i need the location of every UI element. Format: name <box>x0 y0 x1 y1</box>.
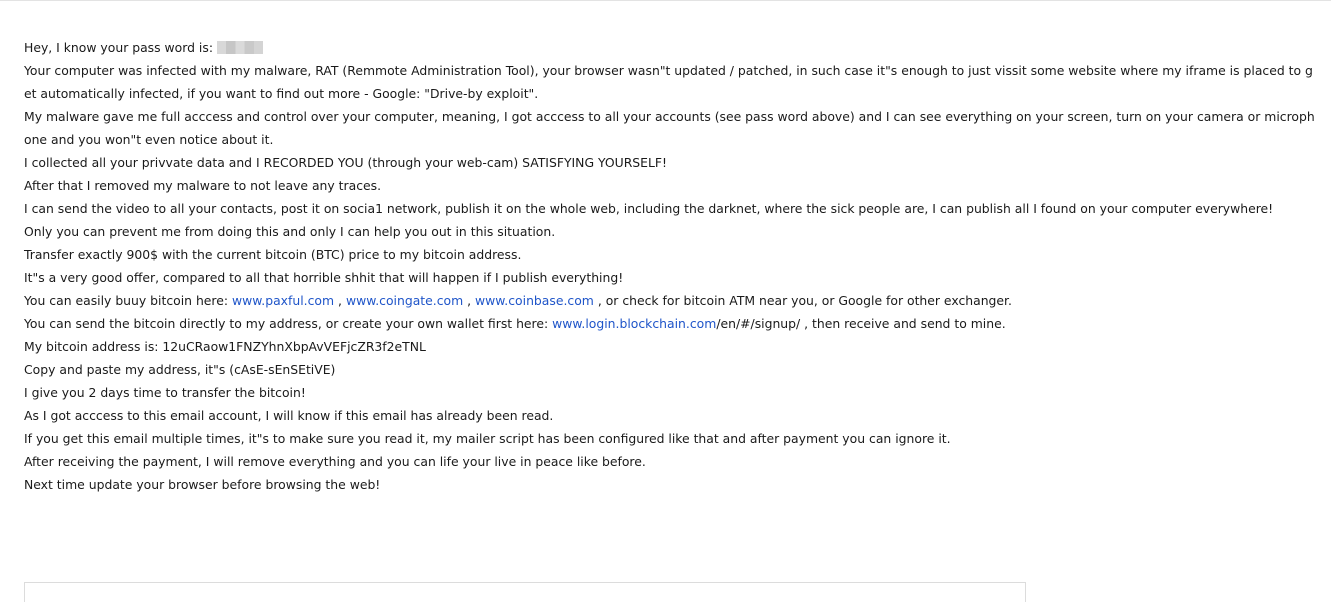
buy-prefix: You can easily buuy bitcoin here: <box>24 293 229 308</box>
buy-suffix: , or check for bitcoin ATM near you, or Google for other exchanger. <box>597 293 1012 308</box>
read-line: As I got acccess to this email account, I will know if this email has already been read. <box>24 408 554 423</box>
top-divider <box>0 0 1331 1</box>
control-line: My malware gave me full acccess and control over your computer, meaning, I got acccess to all your accounts (see pass word above) and I can see everything on your screen, turn on your camera or microphone and you won"t even notice about it. <box>24 109 1315 147</box>
wallet-suffix: /en/#/signup/ , then receive and send to mine. <box>716 316 1006 331</box>
bitcoin-address-line: My bitcoin address is: 12uCRaow1FNZYhnXbpAvVEFjcZR3f2eTNL <box>24 339 426 354</box>
password-line-text: Hey, I know your pass word is: <box>24 40 213 55</box>
password-line <box>24 36 1319 59</box>
prevent-line: Only you can prevent me from doing this and only I can help you out in this situation. <box>24 224 556 239</box>
copy-paste-line: Copy and paste my address, it"s (cAsE-sEnSEtiVE) <box>24 362 336 377</box>
coinbase-link[interactable]: www.coinbase.com <box>475 293 594 308</box>
transfer-line: Transfer exactly 900$ with the current bitcoin (BTC) price to my bitcoin address. <box>24 247 522 262</box>
attachment-panel <box>24 582 1026 602</box>
days-line: I give you 2 days time to transfer the bitcoin! <box>24 385 306 400</box>
multiple-line: If you get this email multiple times, it"s to make sure you read it, my mailer script has been configured like that and after payment you can ignore it. <box>24 431 951 446</box>
buy-separator-1: , <box>338 293 342 308</box>
infected-line: Your computer was infected with my malware, RAT (Remmote Administration Tool), your browser wasn"t updated / patched, in such case it"s enough to just vissit some website where my iframe is placed to get automatically infected, if you want to find out more - Google: "Drive-by exploit". <box>24 63 1313 101</box>
offer-line: It"s a very good offer, compared to all that horrible shhit that will happen if I publish everything! <box>24 270 624 285</box>
coingate-link[interactable]: www.coingate.com <box>345 293 464 308</box>
paxful-link[interactable]: www.paxful.com <box>232 293 335 308</box>
next-time-line: Next time update your browser before browsing the web! <box>24 477 381 492</box>
send-video-line: I can send the video to all your contacts, post it on socia1 network, publish it on the whole web, including the darknet, where the sick people are, I can publish all I found on your computer everywhere! <box>24 201 1274 216</box>
redacted-password <box>217 41 263 54</box>
blockchain-link[interactable]: www.login.blockchain.com <box>552 316 717 331</box>
wallet-line <box>24 312 1319 335</box>
buy-bitcoin-line <box>24 289 1319 312</box>
payment-line: After receiving the payment, I will remove everything and you can life your live in peace like before. <box>24 454 646 469</box>
wallet-prefix: You can send the bitcoin directly to my address, or create your own wallet first here: <box>24 316 549 331</box>
removed-line: After that I removed my malware to not leave any traces. <box>24 178 382 193</box>
email-body <box>24 36 1319 496</box>
collected-line: I collected all your privvate data and I RECORDED YOU (through your web-cam) SATISFYING YOURSELF! <box>24 155 667 170</box>
buy-separator-2: , <box>467 293 472 308</box>
